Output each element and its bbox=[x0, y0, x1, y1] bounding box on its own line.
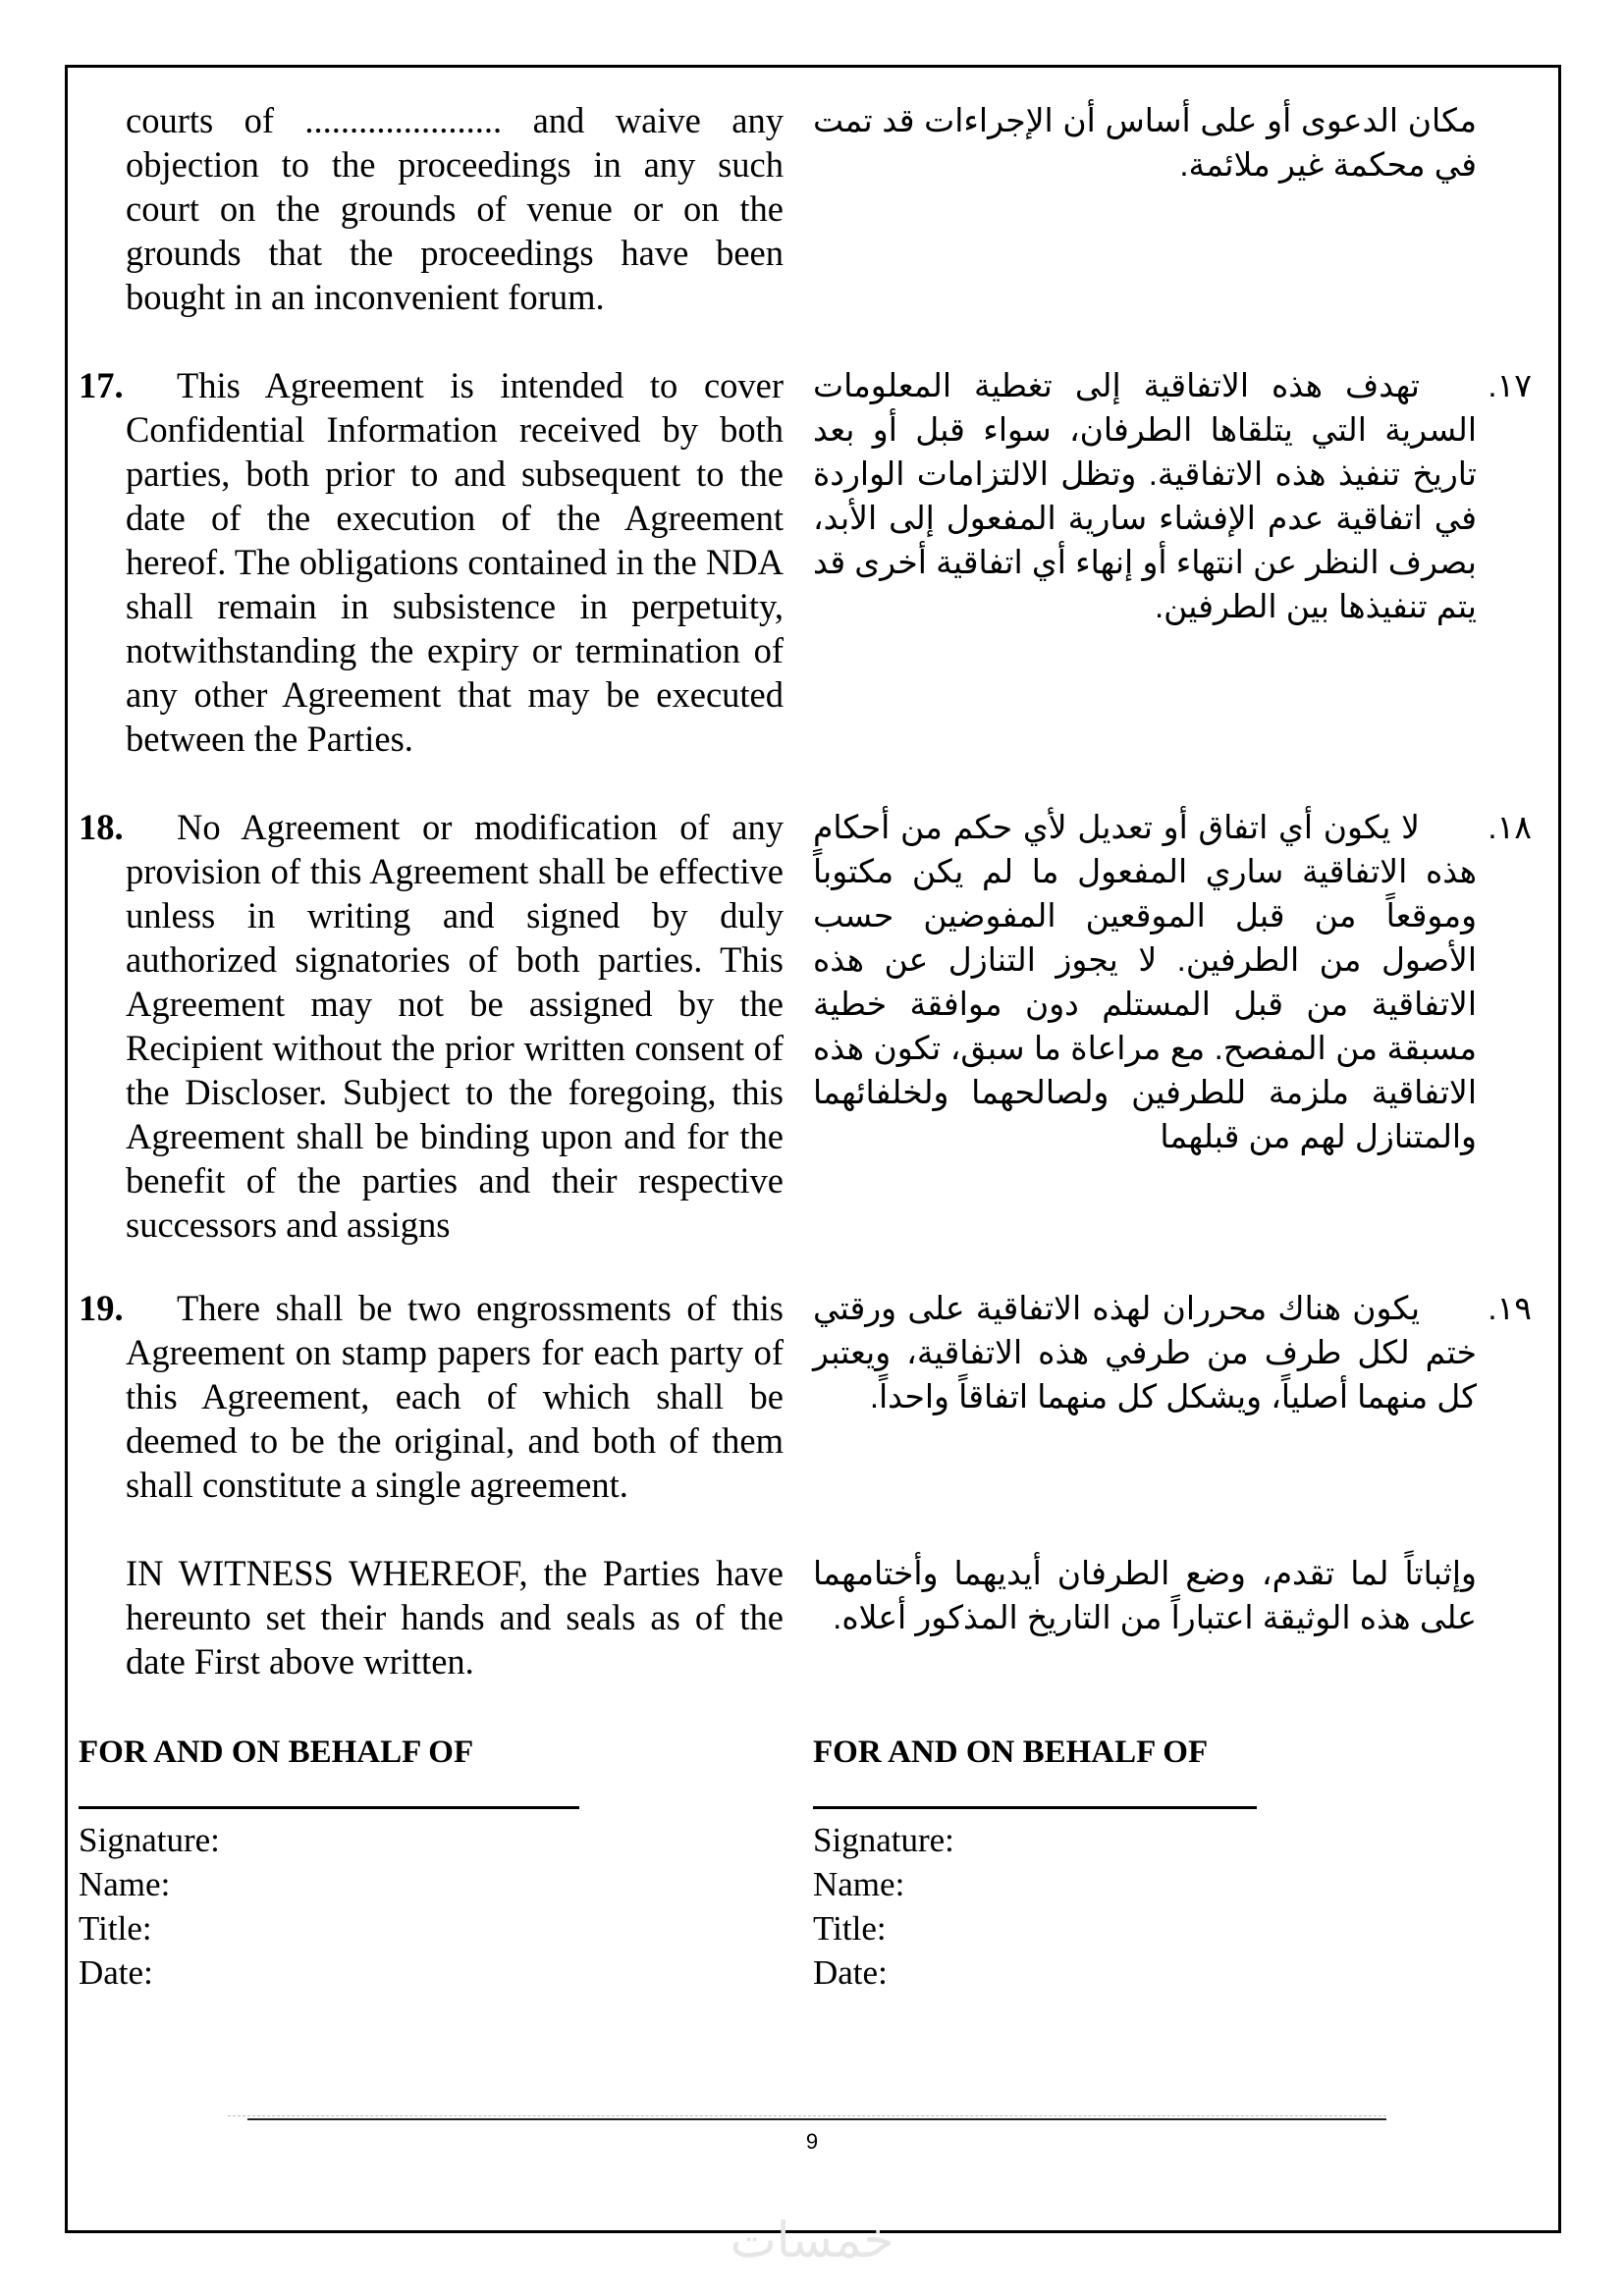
clause-18-number: 18. bbox=[79, 807, 124, 847]
name-field-label: Name: bbox=[813, 1865, 905, 1903]
signature-block-right-fields bbox=[813, 1818, 954, 1995]
page-number: 9 bbox=[805, 2129, 819, 2154]
clause-19-ar-body: يكون هناك محرران لهذه الاتفاقية على ورقتي ختم لكل طرف من طرفي هذه الاتفاقية، ويعتبر كل منهما أصلياً، ويشكل كل منهما اتفاقاً واحداً. bbox=[813, 1290, 1477, 1415]
clause-17-number-ar: ١٧. bbox=[1488, 367, 1532, 403]
date-field-label: Date: bbox=[79, 1953, 153, 1992]
clause-17-text-en: This Agreement is intended to cover Confidential Information received by both parties, both prior to and subsequent to the date of the execution of the Agreement hereof. The obligations contained in the NDA shall remain in subsistence in perpetuity, notwithstanding the expiry or termination of any other Agreement that may be executed between the Parties. bbox=[126, 365, 784, 759]
footer-rule bbox=[247, 2118, 1386, 2120]
clause-19-number-ar: ١٩. bbox=[1488, 1290, 1532, 1326]
signature-block-left-fields bbox=[79, 1818, 220, 1995]
footer-rule-dashed bbox=[228, 2115, 1386, 2116]
continuation-text-en: courts of ...................... and waive any objection to the proceedings in any such court on the grounds of venue or on the grounds that the proceedings have been bought in an inconvenient forum. bbox=[126, 100, 784, 317]
signature-block-right-heading: FOR AND ON BEHALF OF bbox=[813, 1735, 1209, 1770]
title-field-label: Title: bbox=[813, 1909, 887, 1948]
clause-19-text-en: There shall be two engrossments of this Agreement on stamp papers for each party of this Agreement, each of which shall be deemed to be the original, and both of them shall constitute a single agreement. bbox=[126, 1288, 784, 1505]
continuation-text-ar: مكان الدعوى أو على أساس أن الإجراءات قد تمت في محكمة غير ملائمة. bbox=[813, 102, 1477, 183]
signature-block-left-heading: FOR AND ON BEHALF OF bbox=[79, 1735, 474, 1770]
signature-field-label: Signature: bbox=[813, 1821, 954, 1859]
signature-block-right-line bbox=[813, 1806, 1257, 1809]
watermark-logo: خمسات bbox=[730, 2212, 894, 2269]
clause-18-ar-body: لا يكون أي اتفاق أو تعديل لأي حكم من أحكام هذه الاتفاقية ساري المفعول ما لم يكن مكتوباً وموقعاً من قبل الموقعين المفوضين حسب الأصول من الطرفين. لا يجوز التنازل عن هذه الاتفاقية من قبل المستلم دون موافقة خطية مسبقة من المفصح. مع مراعاة ما سبق، تكون هذه الاتفاقية ملزمة للطرفين ولصالحهما ولخلفائهما والمتنازل لهم من قبلهما bbox=[813, 809, 1477, 1154]
clause-18-text-en: No Agreement or modification of any provision of this Agreement shall be effective unless in writing and signed by duly authorized signatories of both parties. This Agreement may not be assigned by the Recipient without the prior written consent of the Discloser. Subject to the foregoing, this Agreement shall be binding upon and for the benefit of the parties and their respective successors and assigns bbox=[126, 807, 784, 1245]
title-field-label: Title: bbox=[79, 1909, 152, 1948]
clause-18-text-ar bbox=[813, 805, 1477, 1158]
witness-text-en: IN WITNESS WHEREOF, the Parties have hereunto set their hands and seals as of the date First above written. bbox=[126, 1553, 784, 1682]
clause-19-text-ar bbox=[813, 1286, 1477, 1418]
clause-17-number: 17. bbox=[79, 365, 124, 405]
date-field-label: Date: bbox=[813, 1953, 888, 1992]
clause-18-number-ar: ١٨. bbox=[1488, 809, 1532, 845]
signature-block-left-line bbox=[79, 1806, 579, 1809]
clause-17-text-ar bbox=[813, 363, 1477, 628]
witness-text-ar: وإثباتاً لما تقدم، وضع الطرفان أيديهما وأختامهما على هذه الوثيقة اعتباراً من التاريخ المذكور أعلاه. bbox=[813, 1555, 1477, 1635]
signature-field-label: Signature: bbox=[79, 1821, 220, 1859]
clause-17-ar-body: تهدف هذه الاتفاقية إلى تغطية المعلومات السرية التي يتلقاها الطرفان، سواء قبل أو بعد تاريخ تنفيذ هذه الاتفاقية. وتظل الالتزامات الواردة في اتفاقية عدم الإفشاء سارية المفعول إلى الأبد، بصرف النظر عن انتهاء أو إنهاء أي اتفاقية أخرى قد يتم تنفيذها بين الطرفين. bbox=[813, 367, 1477, 624]
name-field-label: Name: bbox=[79, 1865, 171, 1903]
clause-19-number: 19. bbox=[79, 1288, 124, 1328]
